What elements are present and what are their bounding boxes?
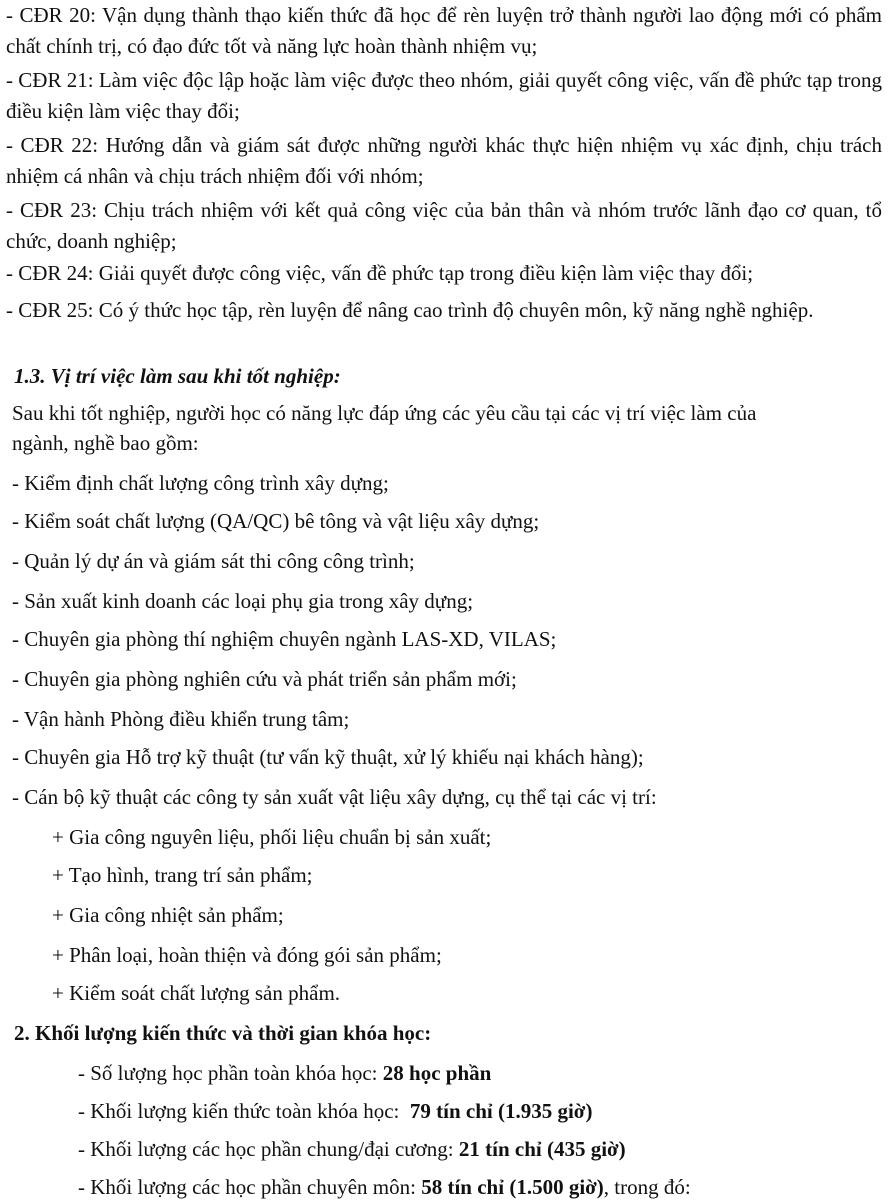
sub-position-item: + Tạo hình, trang trí sản phẩm; bbox=[52, 863, 313, 887]
position-item: - Vận hành Phòng điều khiển trung tâm; bbox=[12, 707, 350, 731]
summary-item bbox=[78, 1172, 691, 1203]
summary-suffix: , trong đó: bbox=[603, 1175, 691, 1199]
section-heading-1-3: 1.3. Vị trí việc làm sau khi tốt nghiệp: bbox=[14, 364, 341, 388]
sub-position-item: + Kiểm soát chất lượng sản phẩm. bbox=[52, 981, 341, 1005]
cdr-item-20: - CĐR 20: Vận dụng thành thạo kiến thức đã học để rèn luyện trở thành người lao động mới có phẩm chất chính trị, có đạo đức tốt và năng lực hoàn thành nhiệm vụ; bbox=[6, 3, 882, 58]
cdr-item-23: - CĐR 23: Chịu trách nhiệm với kết quả công việc của bản thân và nhóm trước lãnh đạo cơ quan, tổ chức, doanh nghiệp; bbox=[6, 198, 882, 253]
sub-position-item: + Phân loại, hoàn thiện và đóng gói sản phẩm; bbox=[52, 943, 442, 967]
position-item: - Sản xuất kinh doanh các loại phụ gia trong xây dựng; bbox=[12, 589, 474, 613]
intro-line-2: ngành, nghề bao gồm: bbox=[12, 431, 199, 455]
position-item: - Kiểm định chất lượng công trình xây dựng; bbox=[12, 471, 389, 495]
cdr-item-22: - CĐR 22: Hướng dẫn và giám sát được những người khác thực hiện nhiệm vụ xác định, chịu trách nhiệm cá nhân và chịu trách nhiệm đối với nhóm; bbox=[6, 133, 882, 188]
summary-value: 79 tín chỉ (1.935 giờ) bbox=[409, 1099, 593, 1123]
position-item: - Cán bộ kỹ thuật các công ty sản xuất vật liệu xây dựng, cụ thể tại các vị trí: bbox=[12, 785, 657, 809]
position-item: - Chuyên gia phòng nghiên cứu và phát triển sản phẩm mới; bbox=[12, 667, 517, 691]
summary-value: 28 học phần bbox=[382, 1061, 492, 1085]
cdr-item-21: - CĐR 21: Làm việc độc lập hoặc làm việc được theo nhóm, giải quyết công việc, vấn đề phức tạp trong điều kiện làm việc thay đổi; bbox=[6, 68, 882, 123]
cdr-item-24: - CĐR 24: Giải quyết được công việc, vấn đề phức tạp trong điều kiện làm việc thay đổi; bbox=[6, 261, 754, 285]
summary-item bbox=[78, 1096, 592, 1127]
summary-value: 58 tín chỉ (1.500 giờ) bbox=[421, 1175, 604, 1199]
summary-item bbox=[78, 1134, 626, 1165]
sub-position-item: + Gia công nguyên liệu, phối liệu chuẩn bị sản xuất; bbox=[52, 825, 492, 849]
summary-label: - Khối lượng các học phần chuyên môn: bbox=[78, 1175, 422, 1199]
position-item: - Chuyên gia phòng thí nghiệm chuyên ngành LAS-XD, VILAS; bbox=[12, 627, 557, 651]
summary-label: - Số lượng học phần toàn khóa học: bbox=[78, 1061, 383, 1085]
intro-line-1: Sau khi tốt nghiệp, người học có năng lực đáp ứng các yêu cầu tại các vị trí việc làm của bbox=[12, 401, 757, 425]
sub-position-item: + Gia công nhiệt sản phẩm; bbox=[52, 903, 284, 927]
summary-label: - Khối lượng kiến thức toàn khóa học: bbox=[78, 1099, 410, 1123]
summary-item bbox=[78, 1058, 491, 1089]
section-heading-2: 2. Khối lượng kiến thức và thời gian khóa học: bbox=[14, 1021, 432, 1045]
cdr-item-25: - CĐR 25: Có ý thức học tập, rèn luyện để nâng cao trình độ chuyên môn, kỹ năng nghề nghiệp. bbox=[6, 298, 814, 322]
position-item: - Kiểm soát chất lượng (QA/QC) bê tông và vật liệu xây dựng; bbox=[12, 509, 540, 533]
position-item: - Chuyên gia Hỗ trợ kỹ thuật (tư vấn kỹ thuật, xử lý khiếu nại khách hàng); bbox=[12, 745, 644, 769]
position-item: - Quản lý dự án và giám sát thi công công trình; bbox=[12, 549, 415, 573]
summary-value: 21 tín chỉ (435 giờ) bbox=[458, 1137, 626, 1161]
summary-label: - Khối lượng các học phần chung/đại cương: bbox=[78, 1137, 459, 1161]
